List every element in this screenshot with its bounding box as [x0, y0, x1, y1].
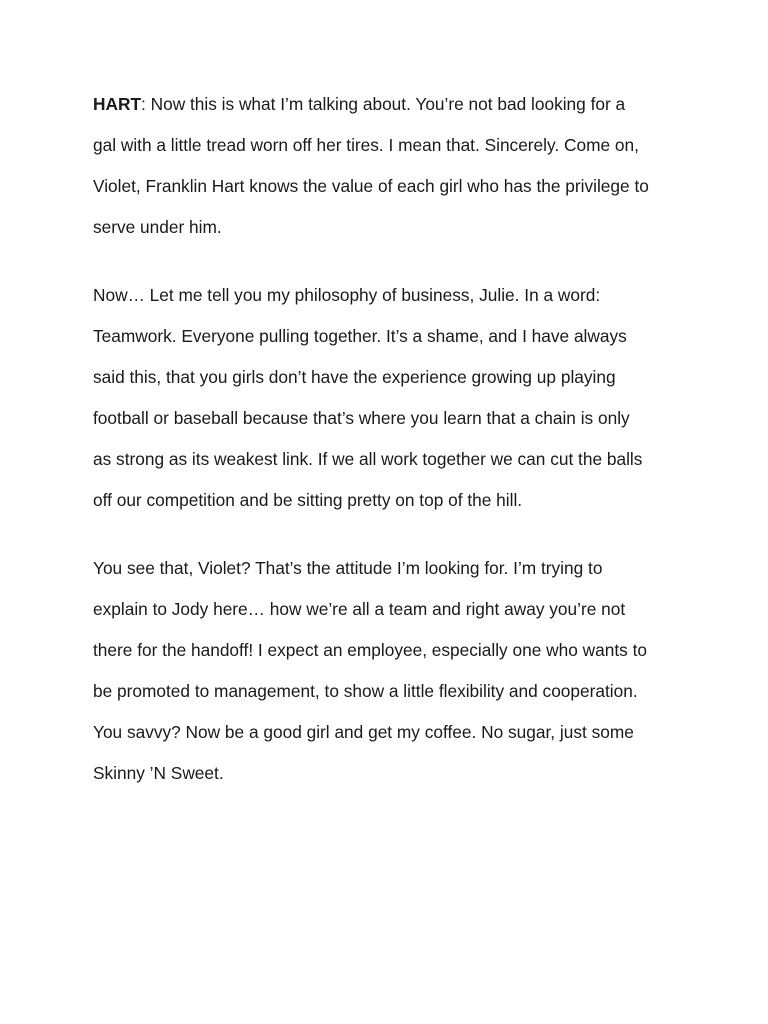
script-text [93, 84, 683, 821]
text-line: there for the handoff! I expect an employee, especially one who wants to [93, 640, 647, 660]
text-line: You see that, Violet? That’s the attitude I’m looking for. I’m trying to [93, 558, 603, 578]
text-line: serve under him. [93, 217, 222, 237]
text-line: be promoted to management, to show a little flexibility and cooperation. [93, 681, 638, 701]
text-line: off our competition and be sitting pretty on top of the hill. [93, 490, 523, 510]
paragraph-1 [93, 84, 683, 248]
text-line: Skinny ’N Sweet. [93, 763, 224, 783]
speaker-name: HART [93, 94, 141, 114]
text-line: You savvy? Now be a good girl and get my coffee. No sugar, just some [93, 722, 634, 742]
paragraph-3 [93, 548, 683, 794]
text-line: Teamwork. Everyone pulling together. It’s a shame, and I have always [93, 326, 627, 346]
text-line: Violet, Franklin Hart knows the value of each girl who has the privilege to [93, 176, 649, 196]
text-line: explain to Jody here… how we’re all a team and right away you’re not [93, 599, 626, 619]
text-line: as strong as its weakest link. If we all work together we can cut the balls [93, 449, 643, 469]
paragraph-2 [93, 275, 683, 521]
text-line: said this, that you girls don’t have the experience growing up playing [93, 367, 616, 387]
text-line: Now… Let me tell you my philosophy of business, Julie. In a word: [93, 285, 601, 305]
text-line [93, 84, 683, 125]
text-line: football or baseball because that’s where you learn that a chain is only [93, 408, 630, 428]
text-line: gal with a little tread worn off her tires. I mean that. Sincerely. Come on, [93, 135, 639, 155]
line-text: : Now this is what I’m talking about. You’re not bad looking for a [141, 94, 626, 114]
